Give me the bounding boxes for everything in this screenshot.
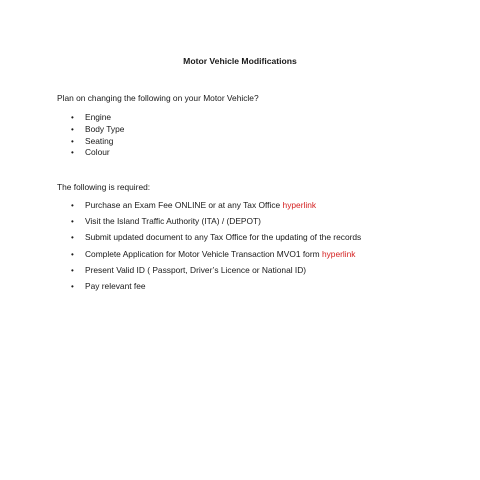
list-item-label: Complete Application for Motor Vehicle Transaction MVO1 form [85,248,322,259]
bullet-icon: • [71,217,74,227]
list-item-label: Seating [85,135,114,146]
exam-fee-hyperlink[interactable]: hyperlink [282,200,317,210]
list-item [71,200,361,216]
list-item [71,136,124,148]
list-item-label: Body Type [85,123,125,134]
bullet-icon: • [71,113,74,122]
list-item-label: Purchase an Exam Fee ONLINE or at any Tax Office [85,200,283,210]
requirements-intro: The following is required: [57,182,151,192]
mvo1-form-hyperlink[interactable]: hyperlink [321,248,356,259]
list-item-label: Present Valid ID ( Passport, Driver’s Licence or National ID) [85,264,307,275]
change-items-list [71,112,124,159]
bullet-icon: • [71,124,74,134]
list-item [71,232,361,248]
list-item [71,265,361,281]
list-item [71,124,124,136]
bullet-icon: • [71,233,74,243]
bullet-icon: • [71,136,74,146]
list-item [71,249,361,265]
list-item [71,216,361,232]
list-item-label: Visit the Island Traffic Authority (ITA) / (DEPOT) [85,216,261,227]
bullet-icon: • [71,148,74,158]
intro-text: Plan on changing the following on your Motor Vehicle? [57,93,259,103]
list-item-label: Colour [85,147,110,158]
bullet-icon: • [71,201,74,210]
list-item [71,281,361,297]
list-item-label: Submit updated document to any Tax Office for the updating of the records [85,232,362,243]
bullet-icon: • [71,265,74,275]
list-item-label: Pay relevant fee [85,280,146,291]
page-title: Motor Vehicle Modifications [183,56,297,66]
list-item [71,147,124,159]
requirements-list [71,200,361,297]
bullet-icon: • [71,281,74,291]
list-item-label: Engine [85,112,112,122]
list-item [71,112,124,124]
bullet-icon: • [71,249,74,259]
